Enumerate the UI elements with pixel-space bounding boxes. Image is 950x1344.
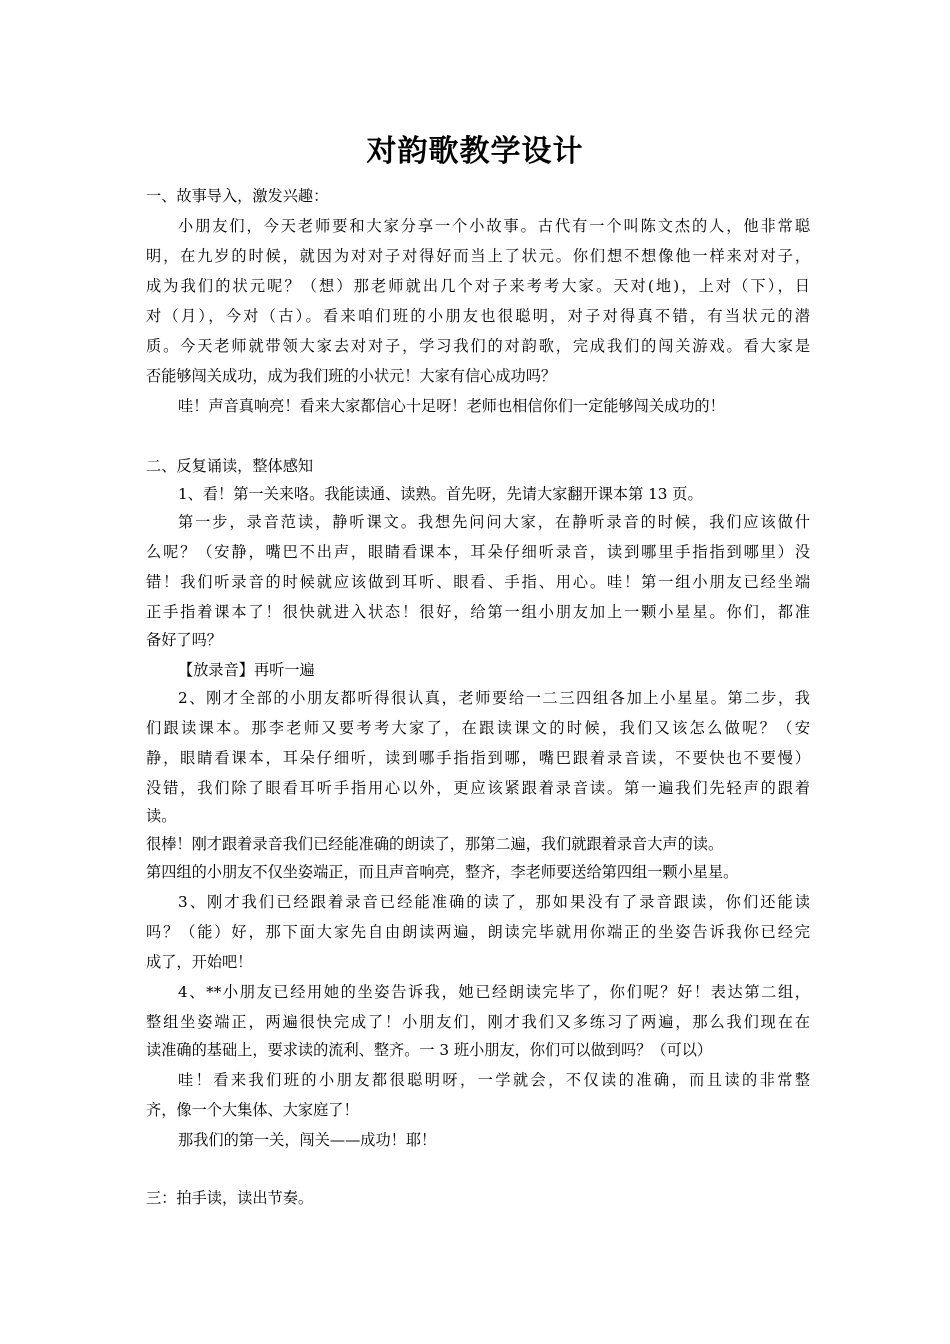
paragraph-line: 1、看！第一关来咯。我能读通、读熟。首先呀，先请大家翻开课本第 13 页。	[178, 485, 703, 503]
paragraph-line: 读。	[146, 807, 177, 825]
paragraph-line: 吗？（能）好，那下面大家先自由朗读两遍，朗读完毕就用你端正的坐姿告诉我你已经完	[146, 923, 810, 941]
paragraph-line: 那我们的第一关，闯关——成功！耶！	[178, 1131, 437, 1149]
paragraph-line: 正手指着课本了！很快就进入状态！很好，给第一组小朋友加上一颗小星星。你们，都准	[146, 603, 810, 621]
paragraph-line: 3、刚才我们已经跟着录音已经能准确的读了，那如果没有了录音跟读，你们还能读	[178, 893, 810, 911]
paragraph-line: 第四组的小朋友不仅坐姿端正，而且声音响亮，整齐，李老师要送给第四组一颗小星星。	[146, 863, 739, 881]
paragraph-line: 没错，我们除了眼看耳听手指用心以外，更应该紧跟着录音读。第一遍我们先轻声的跟着	[146, 779, 810, 797]
paragraph-line: 读准确的基础上，要求读的流利、整齐。一 3 班小朋友，你们可以做到吗？（可以）	[146, 1041, 713, 1059]
paragraph-line: 哇！声音真响亮！看来大家都信心十足呀！老师也相信你们一定能够闯关成功的！	[178, 397, 725, 415]
paragraph-line: 齐，像一个大集体、大家庭了！	[146, 1101, 359, 1119]
paragraph-line: 【放录音】再听一遍	[178, 661, 315, 679]
paragraph-line: 小朋友们，今天老师要和大家分享一个小故事。古代有一个叫陈文杰的人，他非常聪	[178, 217, 810, 235]
paragraph-line: 哇！看来我们班的小朋友都很聪明呀，一学就会，不仅读的准确，而且读的非常整	[178, 1071, 810, 1089]
paragraph-line: 二、反复诵读，整体感知	[146, 457, 314, 475]
paragraph-line: 质。今天老师就带领大家去对对子，学习我们的对韵歌，完成我们的闯关游戏。看大家是	[146, 337, 810, 355]
paragraph-line: 一、故事导入，激发兴趣：	[146, 187, 329, 205]
paragraph-line: 成为我们的状元呢？（想）那老师就出几个对子来考考大家。天对(地)，上对（下），日	[146, 277, 810, 295]
paragraph-line: 2、刚才全部的小朋友都听得很认真，老师要给一二三四组各加上小星星。第二步，我	[178, 689, 810, 707]
paragraph-line: 4、**小朋友已经用她的坐姿告诉我，她已经朗读完毕了，你们呢？好！表达第二组，	[178, 983, 810, 1001]
paragraph-line: 很棒！刚才跟着录音我们已经能准确的朗读了，那第二遍，我们就跟着录音大声的读。	[146, 835, 724, 853]
paragraph-line: 错！我们听录音的时候就应该做到耳听、眼看、手指、用心。哇！第一组小朋友已经坐端	[146, 573, 810, 591]
paragraph-line: 们跟读课本。那李老师又要考考大家了，在跟读课文的时候，我们又该怎么做呢？（安	[146, 719, 810, 737]
paragraph-line: 整组坐姿端正，两遍很快完成了！小朋友们，刚才我们又多练习了两遍，那么我们现在在	[146, 1013, 810, 1031]
paragraph-line: 三：拍手读，读出节奏。	[146, 1189, 314, 1207]
document-title: 对韵歌教学设计	[366, 134, 584, 169]
paragraph-line: 成了，开始吧！	[146, 953, 253, 971]
paragraph-line: 第一步，录音范读，静听课文。我想先问问大家，在静听录音的时候，我们应该做什	[178, 513, 810, 531]
paragraph-line: 明，在九岁的时候，就因为对对子对得好而当上了状元。你们想不想像他一样来对对子，	[146, 247, 810, 265]
paragraph-line: 么呢？（安静，嘴巴不出声，眼睛看课本，耳朵仔细听录音，读到哪里手指指到哪里）没	[146, 543, 810, 561]
paragraph-line: 备好了吗？	[146, 631, 222, 649]
paragraph-line: 静，眼睛看课本，耳朵仔细听，读到哪手指指到哪，嘴巴跟着录音读，不要快也不要慢）	[146, 749, 810, 767]
paragraph-line: 否能够闯关成功，成为我们班的小状元！大家有信心成功吗？	[146, 367, 557, 385]
paragraph-line: 对（月），今对（古）。看来咱们班的小朋友也很聪明，对子对得真不错，有当状元的潜	[146, 307, 810, 325]
